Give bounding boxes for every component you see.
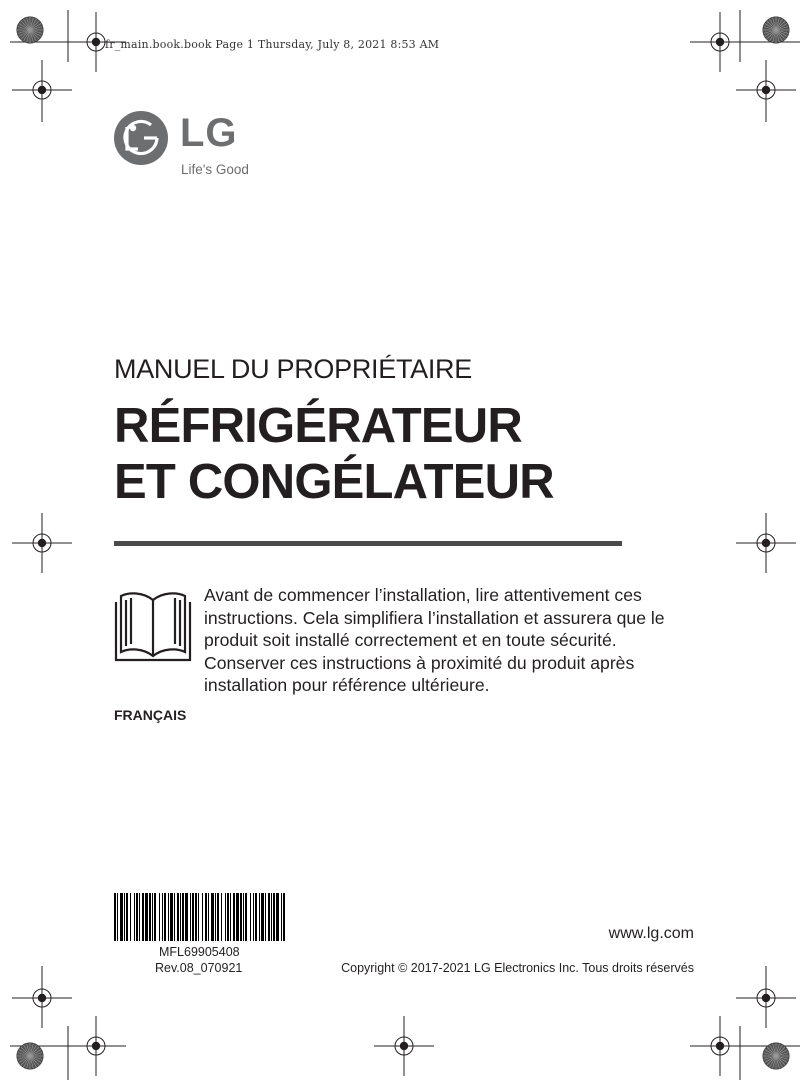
revision-code: Rev.08_070921 — [155, 961, 243, 975]
title-line-1: RÉFRIGÉRATEUR — [114, 399, 522, 453]
registration-dot — [716, 1042, 724, 1050]
registration-dot — [762, 539, 770, 547]
registration-dot — [400, 1042, 408, 1050]
registration-dot — [92, 38, 100, 46]
registration-dot — [92, 1042, 100, 1050]
intro-paragraph: Avant de commencer l’installation, lire attentivement ces instructions. Cela simplifiera l’installation et assurera que le produit soit installé correctement et en toute sécurité. Conserver ces instructions à proximité du produit après installation pour référence ultérieure. — [204, 585, 665, 695]
registration-dot — [762, 86, 770, 94]
language-label: FRANÇAIS — [114, 707, 187, 723]
registration-dot — [762, 994, 770, 1002]
registration-dot — [38, 86, 46, 94]
registration-dot — [716, 38, 724, 46]
lg-tagline: Life's Good — [181, 162, 249, 177]
copyright-notice: Copyright © 2017-2021 LG Electronics Inc. Tous droits réservés — [341, 961, 694, 975]
model-code: MFL69905408 — [159, 945, 240, 959]
registration-dot — [38, 994, 46, 1002]
manual-subtitle: MANUEL DU PROPRIÉTAIRE — [114, 354, 472, 384]
registration-dot — [38, 539, 46, 547]
lg-wordmark: LG — [180, 111, 238, 155]
print-header: fr_main.book.book Page 1 Thursday, July 8, 2021 8:53 AM — [105, 38, 440, 51]
title-line-2: ET CONGÉLATEUR — [114, 455, 554, 509]
website-link[interactable]: www.lg.com — [608, 925, 694, 942]
